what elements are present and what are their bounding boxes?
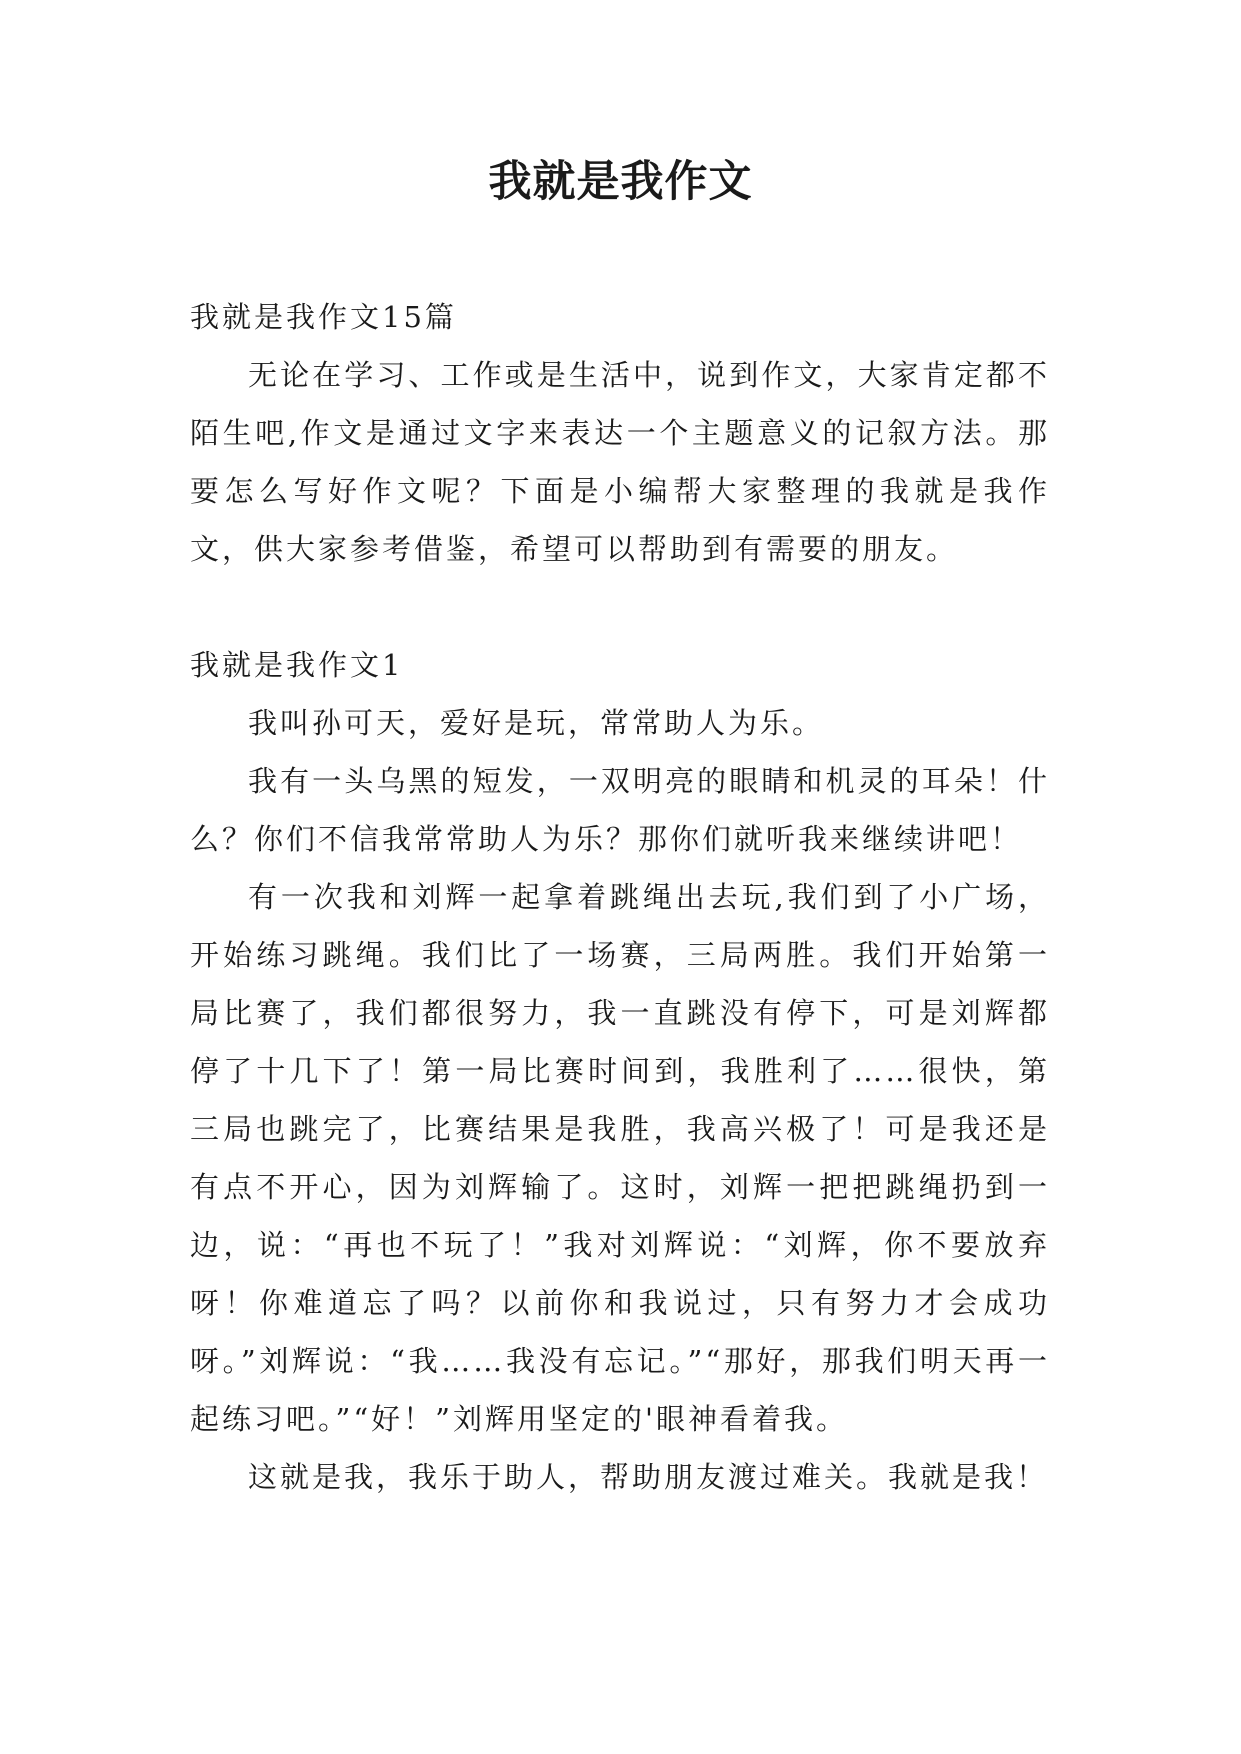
document-title: 我就是我作文 — [488, 157, 753, 207]
section-paragraph: 我有一头乌黑的短发，一双明亮的眼睛和机灵的耳朵！什么？你们不信我常常助人为乐？那你们就听我来继续讲吧！ — [190, 764, 1050, 856]
collection-heading: 我就是我作文15篇 — [190, 300, 457, 334]
section-spacer — [190, 578, 1050, 636]
section-paragraph: 有一次我和刘辉一起拿着跳绳出去玩,我们到了小广场，开始练习跳绳。我们比了一场赛，三局两胜。我们开始第一局比赛了，我们都很努力，我一直跳没有停下，可是刘辉都停了十几下了！第一局比赛时间到，我胜利了……很快，第三局也跳完了，比赛结果是我胜，我高兴极了！可是我还是有点不开心，因为刘辉输了。这时，刘辉一把把跳绳扔到一边，说：“再也不玩了！”我对刘辉说：“刘辉，你不要放弃呀！你难道忘了吗？以前你和我说过，只有努力才会成功呀。”刘辉说：“我……我没有忘记。”“那好，那我们明天再一起练习吧。”“好！”刘辉用坚定的'眼神看着我。 — [190, 880, 1050, 1436]
section-paragraph: 这就是我，我乐于助人，帮助朋友渡过难关。我就是我！ — [248, 1460, 1049, 1494]
section-paragraph: 我叫孙可天，爱好是玩，常常助人为乐。 — [248, 706, 825, 740]
intro-paragraph: 无论在学习、工作或是生活中，说到作文，大家肯定都不陌生吧,作文是通过文字来表达一个主题意义的记叙方法。那要怎么写好作文呢？下面是小编帮大家整理的我就是我作文，供大家参考借鉴，希望可以帮助到有需要的朋友。 — [190, 358, 1050, 566]
section-heading: 我就是我作文1 — [190, 648, 404, 682]
document-body — [190, 288, 1050, 1506]
